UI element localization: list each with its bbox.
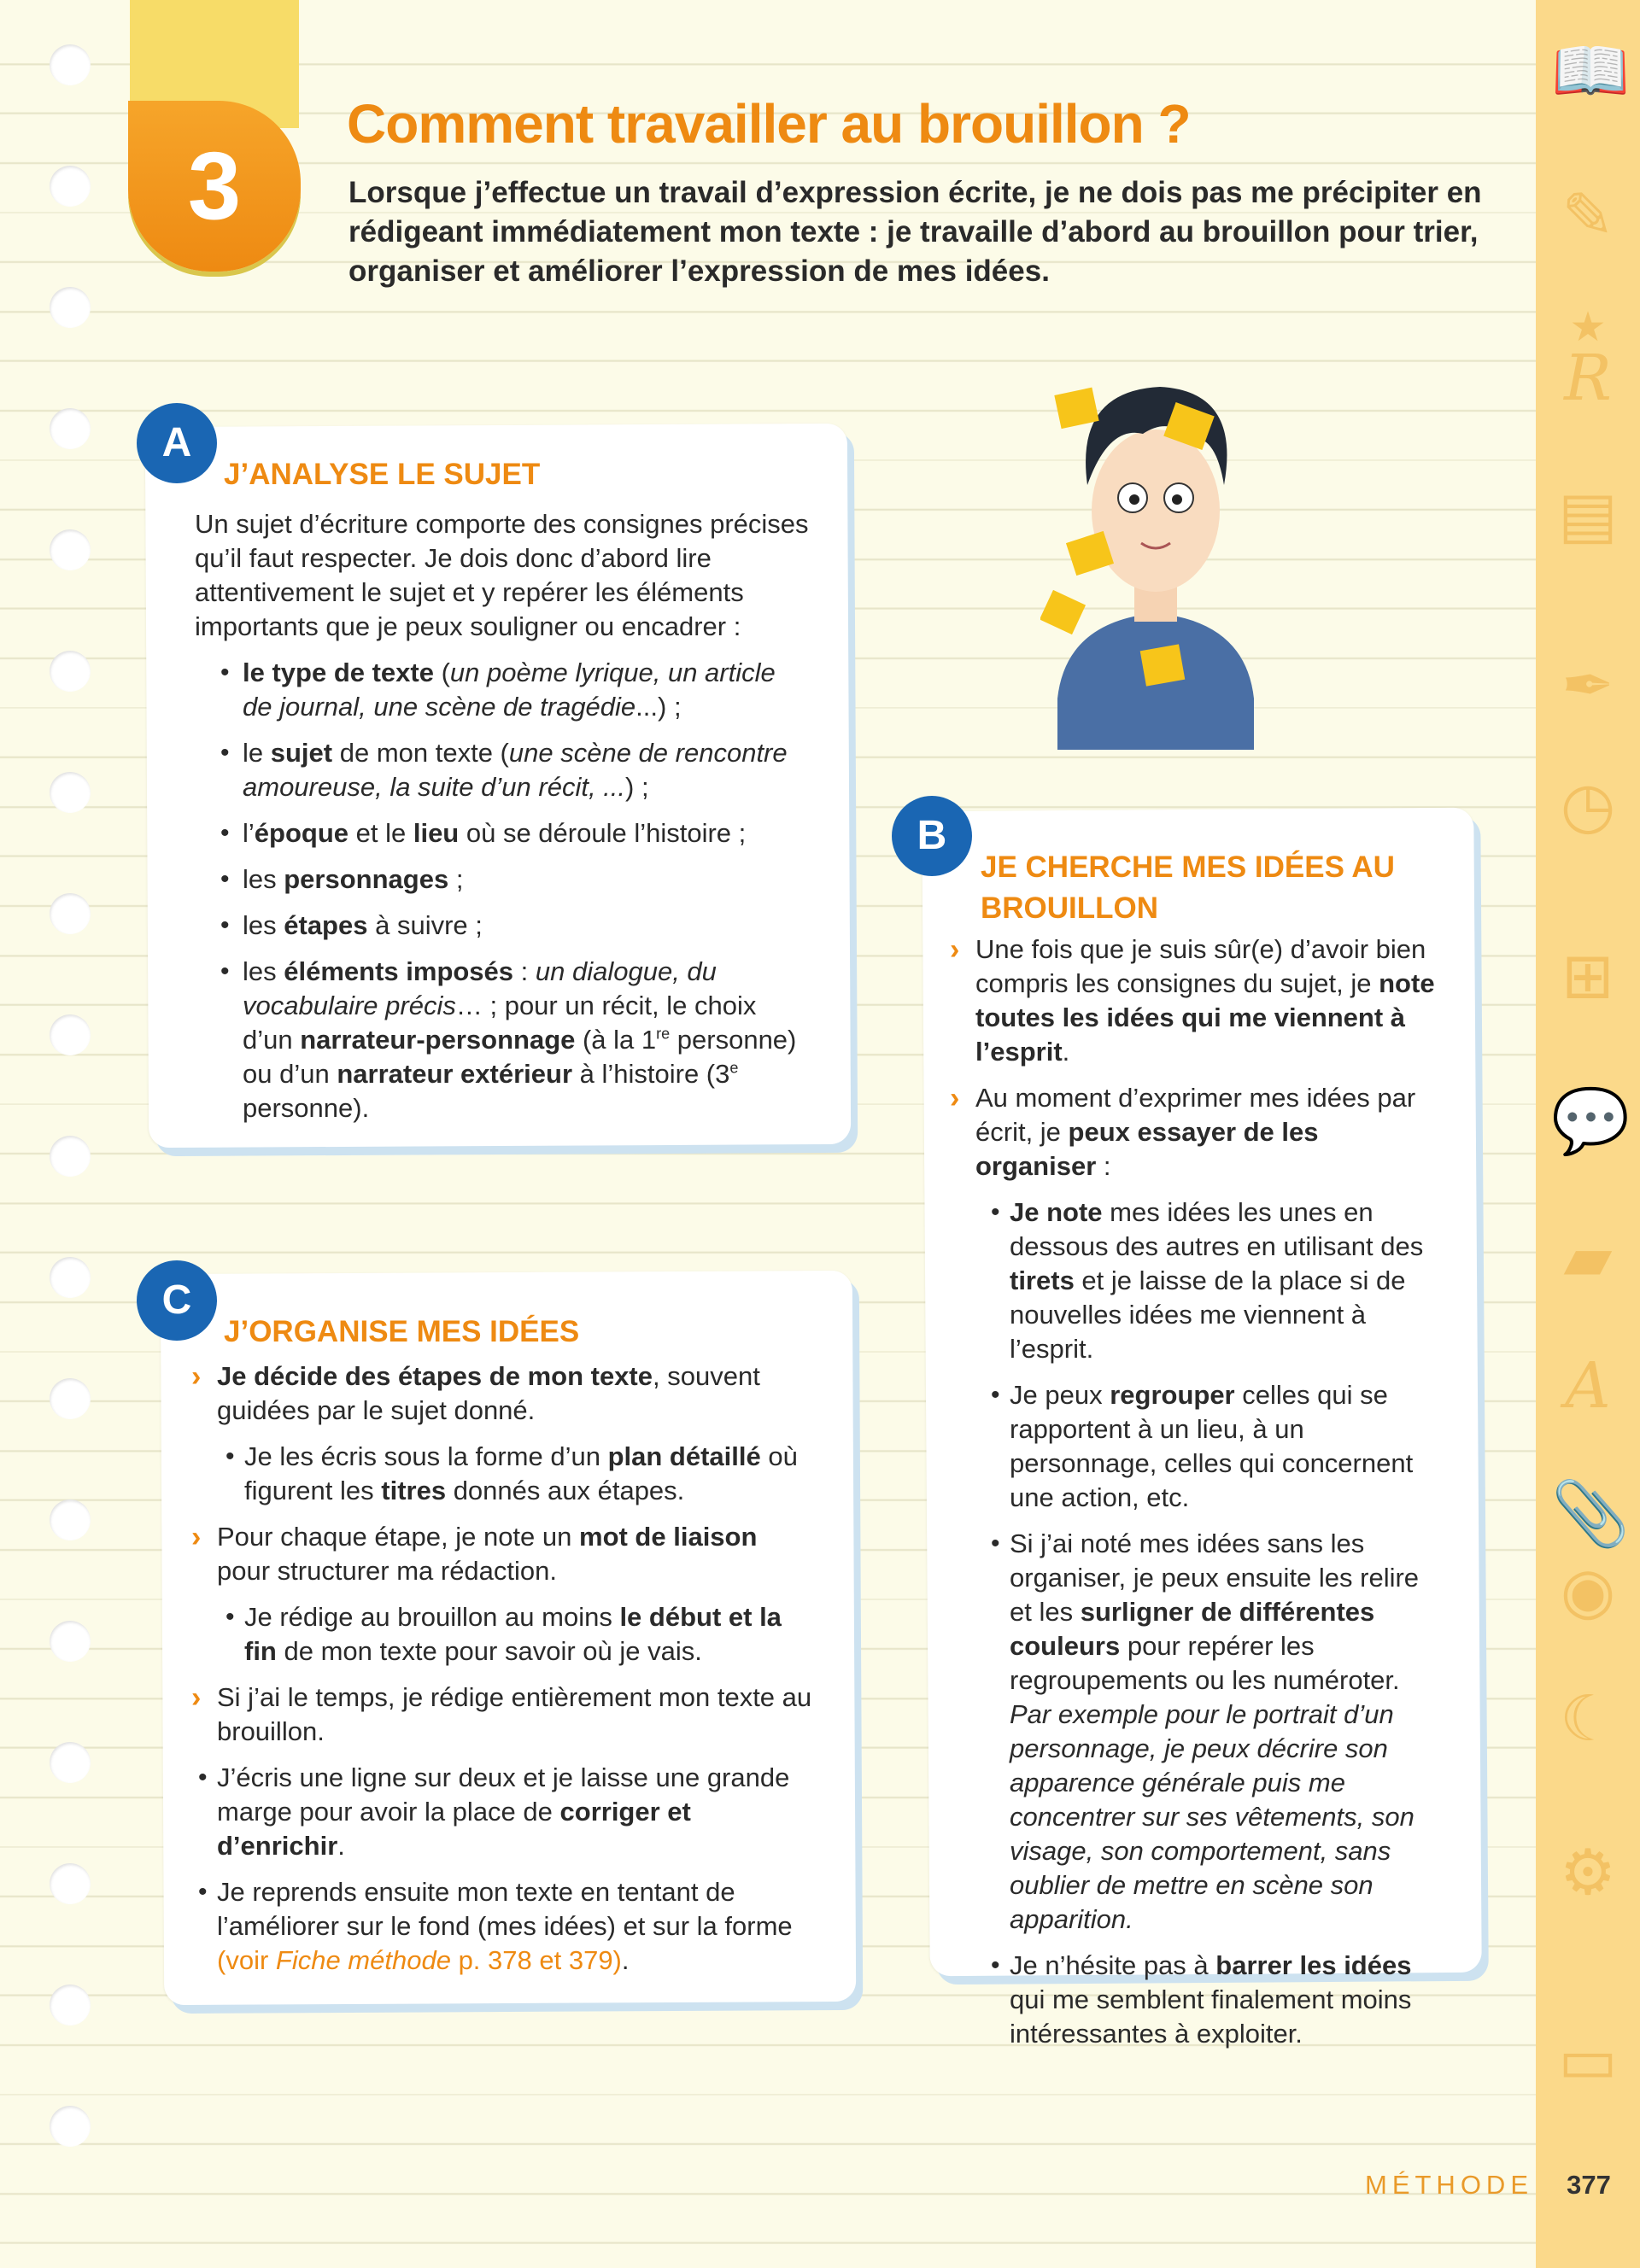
list-item: • les personnages ; [220,864,464,894]
laptop-icon: ▭ [1558,2024,1618,2097]
page-number: 377 [1567,2170,1611,2200]
section-title-b: JE CHERCHE MES IDÉES AU BROUILLON [981,850,1395,925]
letter-a-icon: A [1565,1349,1611,1423]
list-c3 [198,1761,815,1978]
section-title-a: J’ANALYSE LE SUJET [224,458,541,491]
binder-hole [50,1136,91,1177]
binder-hole [50,1621,91,1662]
list-item: • Je rédige au brouillon au moins le début et la fin de mon texte pour savoir où je vais. [226,1602,782,1666]
binder-hole [50,44,91,85]
section-letter-b: B [892,796,972,876]
list-c1 [226,1440,815,1508]
binder-hole [50,408,91,449]
binder-hole [50,1863,91,1904]
binder-hole [50,529,91,570]
list-a [220,656,810,1125]
chart-icon: ⊞ [1561,939,1614,1013]
list-item: • Je n’hésite pas à barrer les idées qui me semblent finalement moins intéressantes à exploiter. [991,1950,1412,2049]
paragraph: › Au moment d’exprimer mes idées par écrit, je peux essayer de les organiser : [950,1082,1416,1181]
pen-icon: ✒ [1561,649,1614,722]
decorative-strip [1536,0,1640,2268]
binder-holes [50,44,92,2227]
edit-icon: ✎ [1561,179,1614,253]
boy-illustration [1040,340,1271,750]
section-letter-c: C [137,1260,217,1341]
footer-label: MÉTHODE [1365,2170,1533,2200]
list-c2 [226,1600,815,1669]
section-intro-a: Un sujet d’écriture comporte des consignes précises qu’il faut respecter. Je dois donc d’abord lire attentivement le sujet et y repérer les éléments importants que je peux souligner ou encadrer : [195,509,809,641]
method-link[interactable]: (voir Fiche méthode p. 378 et 379) [217,1945,622,1975]
binder-hole [50,287,91,328]
page-title: Comment travailler au brouillon ? [347,93,1191,155]
binder-hole [50,893,91,934]
paperclip-icon: 📎 [1551,1477,1631,1551]
gear-icon: ⚙ [1559,1836,1617,1909]
page-footer [0,2165,1640,2206]
paragraph: › Je décide des étapes de mon texte, souvent guidées par le sujet donné. [191,1360,760,1425]
list-item: • Je les écris sous la forme d’un plan détaillé où figurent les titres donnés aux étapes. [226,1441,798,1505]
binder-hole [50,1742,91,1783]
paragraph: › Pour chaque étape, je note un mot de liaison pour structurer ma rédaction. [191,1521,758,1586]
letter-r-icon: R [1564,342,1612,415]
binder-hole [50,1014,91,1055]
paragraph: › Une fois que je suis sûr(e) d’avoir bien compris les consignes du sujet, je note toutes les idées qui me viennent à l’esprit. [950,933,1435,1067]
section-body-c [191,1359,815,1990]
binder-hole [50,1378,91,1419]
binder-hole [50,651,91,692]
section-number-badge: 3 [128,101,301,272]
list-item: • Si j’ai noté mes idées sans les organiser, je peux ensuite les relire et les surligner de différentes couleurs pour repérer les regroupements ou les numéroter. Par exemple pour le portrait d’un personnage, je peux décrire son apparence générale puis me concentrer sur ses vêtements, son visage, son comportement, sans oublier de mettre en scène son apparition. [991,1529,1420,1934]
paragraph: › Si j’ai le temps, je rédige entièrement mon texte au brouillon. [191,1681,812,1746]
binder-hole [50,166,91,207]
binder-hole [50,1984,91,2025]
clock-icon: ◷ [1560,769,1616,842]
list-item: • J’écris une ligne sur deux et je laisse une grande marge pour avoir la place de corriger et d’enrichir. [198,1762,790,1861]
binder-hole [50,772,91,813]
list-item: • le sujet de mon texte (une scène de rencontre amoureuse, la suite d’un récit, ...) ; [220,738,788,802]
star-icon: ★ [1569,303,1607,351]
list-item: • le type de texte (un poème lyrique, un article de journal, une scène de tragédie...) ; [220,658,776,722]
page-intro: Lorsque j’effectue un travail d’expression écrite, je ne dois pas me précipiter en rédigeant immédiatement mon texte : je travaille d’abord au brouillon pour trier, organiser et améliorer l’expression de mes idées. [348,176,1482,288]
eye-icon: ◉ [1560,1554,1616,1628]
list-b [991,1195,1437,2051]
list-item: • l’époque et le lieu où se déroule l’histoire ; [220,818,747,848]
binder-hole [50,1257,91,1298]
speech-icon: 💬 [1551,1084,1631,1158]
book-icon: 📖 [1551,34,1631,108]
book-closed-icon: ▰ [1563,1221,1613,1295]
list-item: • Je reprends ensuite mon texte en tentant de l’améliorer sur le fond (mes idées) et sur la forme (voir Fiche méthode p. 378 et 379). [198,1877,793,1975]
binder-hole [50,2106,91,2147]
section-body-b [950,932,1437,2063]
section-title-c: J’ORGANISE MES IDÉES [224,1315,580,1348]
list-item: • Je peux regrouper celles qui se rapportent à un lieu, à un personnage, celles qui concernent une action, etc. [991,1380,1414,1512]
moon-icon: ☾ [1559,1682,1617,1756]
section-letter-a: A [137,403,217,483]
list-item: • les étapes à suivre ; [220,910,483,940]
list-item: • les éléments imposés : un dialogue, du vocabulaire précis… ; pour un récit, le choix d’un narrateur-personnage (à la 1re personne) ou d’un narrateur extérieur à l’histoire (3e personne). [220,956,797,1123]
section-body-a [195,507,810,1137]
list-item: • Je note mes idées les unes en dessous des autres en utilisant des tirets et je laisse de la place si de nouvelles idées me viennent à l’esprit. [991,1197,1424,1364]
binder-hole [50,1499,91,1540]
notebook-icon: ▤ [1558,478,1618,552]
